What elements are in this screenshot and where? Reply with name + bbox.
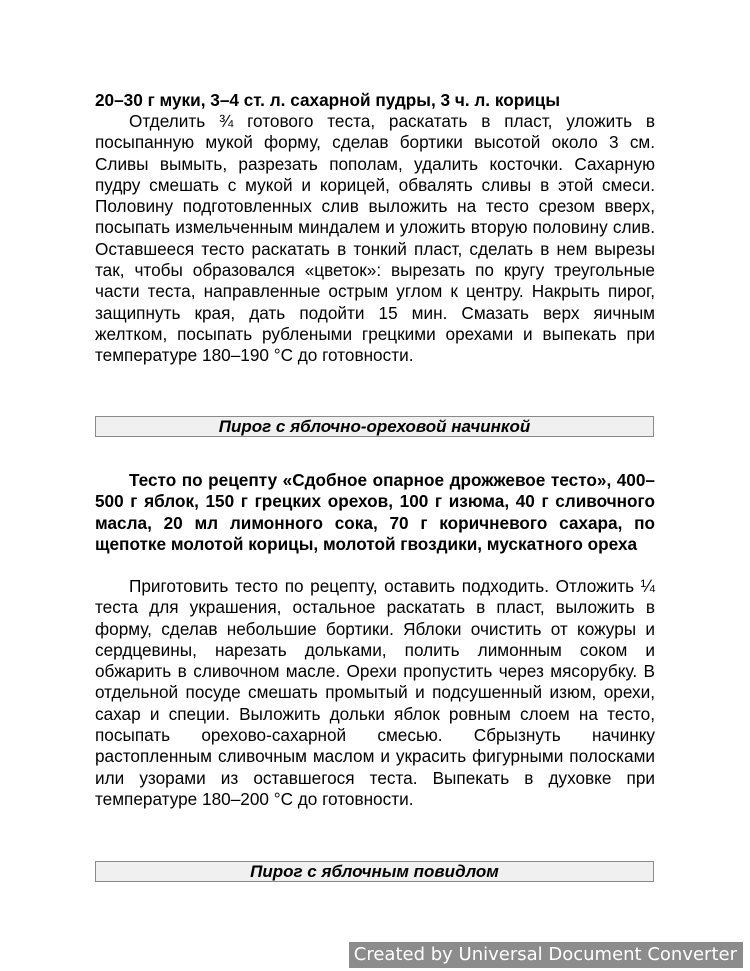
recipe1-ingredients: 20–30 г муки, 3–4 ст. л. сахарной пудры, 3 ч. л. корицы (95, 90, 561, 110)
recipe1-method: Отделить ¾ готового теста, раскатать в пласт, уложить в посыпанную мукой форму, сделав бортики высотой около 3 см. Сливы вымыть, разрезать пополам, удалить косточки. Сахарную пудру смешать с мукой и корицей, обвалять сливы в этой смеси. Половину подготовленных слив выложить на тесто срезом вверх, посыпать измельченным миндалем и уложить вторую половину слив. Оставшееся тесто раскатать в тонкий пласт, сделать в нем вырезы так, чтобы образовался «цветок»: вырезать по кругу треугольные части теста, направленные острым углом к центру. Накрыть пирог, защипнуть края, дать подойти 15 мин. Смазать верх яичным желтком, посыпать рублеными грецкими орехами и выпекать при температуре 180–190 °С до готовности. (95, 111, 655, 366)
recipe2-ingredients: Тесто по рецепту «Сдобное опарное дрожжевое тесто», 400–500 г яблок, 150 г грецких орехов, 100 г изюма, 40 г сливочного масла, 20 мл лимонного сока, 70 г коричневого сахара, по щепотке молотой корицы, молотой гвоздики, мускатного ореха (95, 470, 655, 554)
recipe3-title: Пирог с яблочным повидлом (250, 862, 499, 881)
converter-watermark: Created by Universal Document Converter (349, 942, 743, 968)
recipe2-method: Приготовить тесто по рецепту, оставить подходить. Отложить ¼ теста для украшения, остальное раскатать в пласт, выложить в форму, сделав небольшие бортики. Яблоки очистить от кожуры и сердцевины, нарезать дольками, полить лимонным соком и обжарить в сливочном масле. Орехи пропустить через мясорубку. В отдельной посуде смешать промытый и подсушенный изюм, орехи, сахар и специи. Выложить дольки яблок ровным слоем на тесто, посыпать орехово-сахарной смесью. Сбрызнуть начинку растопленным сливочным маслом и украсить фигурными полосками или узорами из оставшегося теста. Выпекать в духовке при температуре 180–200 °С до готовности. (95, 576, 655, 809)
recipe3-title-banner (95, 861, 654, 882)
recipe2-title: Пирог с яблочно-ореховой начинкой (218, 417, 531, 436)
recipe2-title-banner (95, 416, 654, 437)
